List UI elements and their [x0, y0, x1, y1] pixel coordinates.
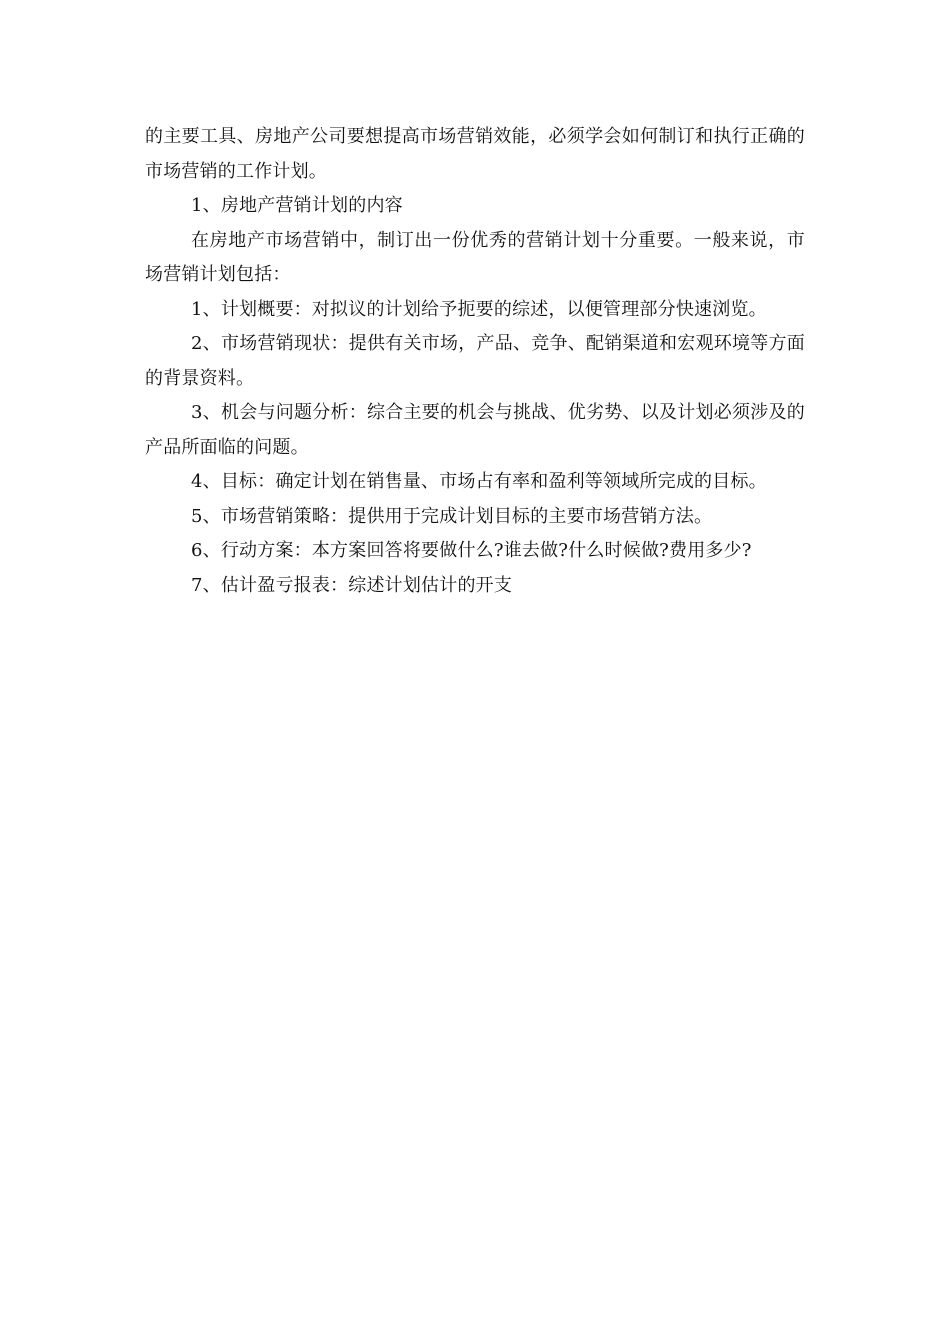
list-item-profit-loss: 7、估计盈亏报表：综述计划估计的开支 — [191, 574, 513, 596]
list-item-action-plan: 6、行动方案：本方案回答将要做什么?谁去做?什么时候做?费用多少? — [191, 540, 752, 561]
section-heading: 1、房地产营销计划的内容 — [191, 195, 403, 216]
list-item-opportunity-analysis: 3、机会与问题分析：综合主要的机会与挑战、优劣势、以及计划必须涉及的产品所面临的问题。 — [145, 402, 805, 458]
list-item-marketing-strategy: 5、市场营销策略：提供用于完成计划目标的主要市场营销方法。 — [191, 505, 713, 527]
paragraph-continuation: 的主要工具、房地产公司要想提高市场营销效能，必须学会如何制订和执行正确的市场营销的工作计划。 — [145, 126, 805, 182]
list-item-plan-summary: 1、计划概要：对拟议的计划给予扼要的综述，以便管理部分快速浏览。 — [191, 298, 767, 320]
list-item-objectives: 4、目标：确定计划在销售量、市场占有率和盈利等领域所完成的目标。 — [191, 471, 767, 492]
list-item-market-status: 2、市场营销现状：提供有关市场，产品、竞争、配销渠道和宏观环境等方面的背景资料。 — [145, 333, 805, 389]
paragraph-intro: 在房地产市场营销中，制订出一份优秀的营销计划十分重要。一般来说，市场营销计划包括： — [145, 229, 805, 285]
document-body — [145, 120, 805, 603]
